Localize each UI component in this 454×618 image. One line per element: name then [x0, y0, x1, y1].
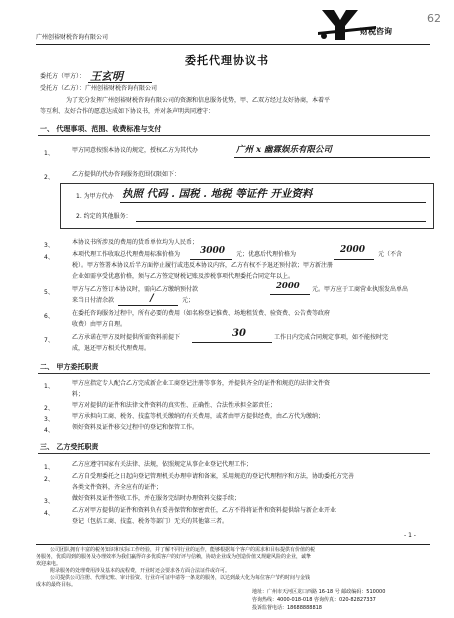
footer-rule [36, 544, 430, 545]
clause-4-line-3: 企业如需享受优惠价格，须与乙方签定财税记账及涉税事项代理委托合同定年以上。 [72, 273, 295, 280]
service-line-1-underline [120, 202, 426, 203]
clause-1-text: 甲方同意按照本协议的规定，授权乙方为其代办 [72, 147, 199, 154]
clause-4-discount-underline [334, 259, 374, 260]
intro-line-1: 为了充分发挥广州创裕财税咨询有限公司的资源和信息服务优势，甲、乙双方经过友好协商，本着平 [66, 97, 331, 104]
s3-item-2-num: 2、 [44, 476, 54, 483]
party-b-label: 受托方（乙方）：广州创裕财税咨询有限公司 [40, 85, 158, 92]
section-3-heading: 三、 乙方受托职责 [40, 443, 99, 451]
intro-line-2: 等互利、友好合作的愿意达成如下协议书，并对条声明共同遵守： [40, 108, 215, 115]
s3-item-4-line-2: 登记（包括工商、技监、税务等部门）无关的其他第三者。 [72, 518, 229, 525]
service-line-2-label: 2. 约定的其他服务： [76, 213, 132, 220]
clause-4-text-c: 元（不含 [378, 251, 403, 258]
clause-5-balance: / [150, 293, 154, 304]
footer-phone: 咨询热线：4000-018-018 咨询传真：020-82827337 [252, 597, 376, 603]
clause-6-num: 6、 [44, 313, 54, 320]
party-a-underline [88, 82, 152, 83]
page-mark: 62 [427, 12, 441, 25]
document-title: 委托代理协议书 [185, 54, 269, 67]
s2-item-3-num: 3、 [44, 416, 54, 423]
section-3-rule [38, 453, 430, 454]
s2-item-3-line-1: 甲方承担向工商、税务、技监等机关缴纳的有关费用，或者由甲方提供经费，由乙方代为缴纳； [72, 413, 325, 420]
service-line-1-label: 1. 为甲方代办 [76, 193, 114, 200]
clause-5-text-a: 甲方与乙方签订本协议时，需向乙方缴纳预付款 [72, 286, 199, 293]
clause-7-text-a: 乙方承诺在甲方及时提供所需资料前提下 [72, 334, 181, 341]
s2-item-1-num: 1、 [44, 383, 54, 390]
service-line-2-underline [136, 221, 426, 222]
clause-7-line-2: 成，退还甲方相关代理费用。 [72, 345, 151, 352]
clause-4-fee-underline [190, 259, 232, 260]
clause-5-line-2-b: 元； [182, 297, 195, 304]
clause-5-balance-underline [118, 305, 178, 306]
clause-2-text: 乙方提供的代办咨询服务范围仅限如下： [72, 171, 181, 178]
footer-note-3: 欢迎来电。 [36, 561, 62, 567]
clause-4-line-2: 税）。甲方签署本协议后半方面停止履行或违反本协议内容，乙方有权不予退还预付款；甲方新注册 [72, 262, 334, 269]
clause-4-text-a: 本项代理工作收取总代理费用标准价格为 [72, 251, 181, 258]
footer-note-4: 附录服务的处理费用涉及基本的流程费，开业时还会要求各方面合法证件或许可。 [50, 568, 231, 574]
s2-item-1-line-1: 甲方应指定专人配合乙方完成新企业工商登记注册等事务，并提供齐全的证件和规范的法律文件资 [72, 380, 331, 387]
party-a-signature: 王玄明 [90, 70, 123, 83]
clause-5-prepaid: 2000 [276, 281, 300, 291]
clause-5-line-2-a: 来当日付清余款 [72, 297, 115, 304]
section-2-rule [38, 373, 430, 374]
party-a-label: 委托方（甲方）： [40, 73, 86, 80]
s3-item-3-num: 3、 [44, 498, 54, 505]
header-company: 广州创裕财税咨询有限公司 [36, 34, 109, 41]
clause-5-prepaid-underline [270, 294, 310, 295]
s3-item-3-line-1: 做好资料及证件签收工作，并在服务完结时办理资料交接手续； [72, 495, 241, 502]
clause-2-num: 2、 [44, 174, 54, 181]
clause-1-num: 1、 [44, 150, 54, 157]
clause-4-fee: 3000 [200, 246, 226, 256]
company-logo [316, 6, 416, 42]
s2-item-1-line-2: 料； [72, 391, 85, 398]
s3-item-4-line-1: 乙方对甲方提供的证件和资料负有妥善保管和保密责任，乙方不得将证件和资料提供给与新企业开业 [72, 507, 337, 514]
clause-6-line-1: 在委托咨询服务过程中，所有必要的费用（如名称登记推费、场地租赁费、验资费、公告费等政府 [72, 310, 331, 317]
footer-note-6: 成本的最终目标。 [36, 582, 77, 588]
clause-4-num: 4、 [44, 254, 54, 261]
footer-address: 地址：广州市天河区龙口西路 16-18 号 邮政编码：510000 [252, 589, 386, 595]
footer-note-5: 公司提供公司注册、代理记账、审计验资、行业许可证申请等一条龙的服务，以达到最大化为每位客户节约时间与金钱 [50, 575, 311, 581]
section-1-rule [38, 135, 430, 136]
clause-7-num: 7、 [44, 337, 54, 344]
clause-7-days: 30 [232, 328, 246, 339]
clause-1-handwritten: 广州 x 幽霖娱乐有限公司 [236, 145, 332, 155]
footer-note-2: 务服务，优质周到的服务及办理效率为我们赢得许多优质客户的好评与信赖，协助企业成为创造价值又规避风险的企业，诚挚 [36, 554, 312, 560]
clause-7-days-underline [192, 342, 272, 343]
s3-item-2-line-1: 乙方自受理委托之日起向登记管理机关办理申请和备案，采用规范的登记代理程序和方法，协助委托方完善 [72, 473, 355, 480]
s2-item-2-line-1: 甲方对提供的证件和法律文件资料的真实性、正确性、合法性承担全部责任； [72, 402, 277, 409]
s3-item-4-num: 4、 [44, 510, 54, 517]
section-2-heading: 二、 甲方委托职责 [40, 363, 99, 371]
clause-4-text-b: 元；优惠后代理价格为 [236, 251, 297, 258]
clause-3-text: 本协议书所涉及的费用的货币单位均为人民币； [72, 239, 199, 246]
header-rule [36, 44, 430, 45]
clause-7-text-b: 工作日内完成合同规定事项，如不能按时完 [274, 334, 389, 341]
footer-note-1: 公司团队拥有丰富的税务知识和实际工作经验，并了解不同行业的运作，能够根据每个客户的需求和目标提供有价值的税 [50, 547, 316, 553]
footer-mobile: 投诉监督电话：18688888818 [252, 605, 322, 611]
clause-5-num: 5、 [44, 289, 54, 296]
s3-item-2-line-2: 各类文件资料，齐全应有的证件； [72, 484, 163, 491]
page-number: - 1 - [404, 532, 416, 539]
service-line-1-handwritten: 执照 代码 . 国税 . 地税 等证件 开业资料 [122, 188, 313, 200]
clause-6-line-2: 收费）由甲方自理。 [72, 321, 127, 328]
s3-item-1-line-1: 乙方应遵守国家有关法律、法规，依照规定从事企业登记代理工作； [72, 461, 253, 468]
brand-name: 财税咨询 [360, 27, 392, 36]
clause-3-num: 3、 [44, 242, 54, 249]
clause-1-underline [234, 157, 430, 158]
clause-5-text-b: 元。甲方应于工商营业执照发出单出 [312, 286, 409, 293]
section-1-heading: 一、 代理事项、范围、收费标准与支付 [40, 125, 162, 133]
s2-item-2-num: 2、 [44, 405, 54, 412]
s2-item-4-line-1: 领好资料及证件移交过程中的登记和保管工作。 [72, 424, 199, 431]
s2-item-4-num: 4、 [44, 427, 54, 434]
clause-4-discount: 2000 [340, 245, 366, 255]
s3-item-1-num: 1、 [44, 464, 54, 471]
